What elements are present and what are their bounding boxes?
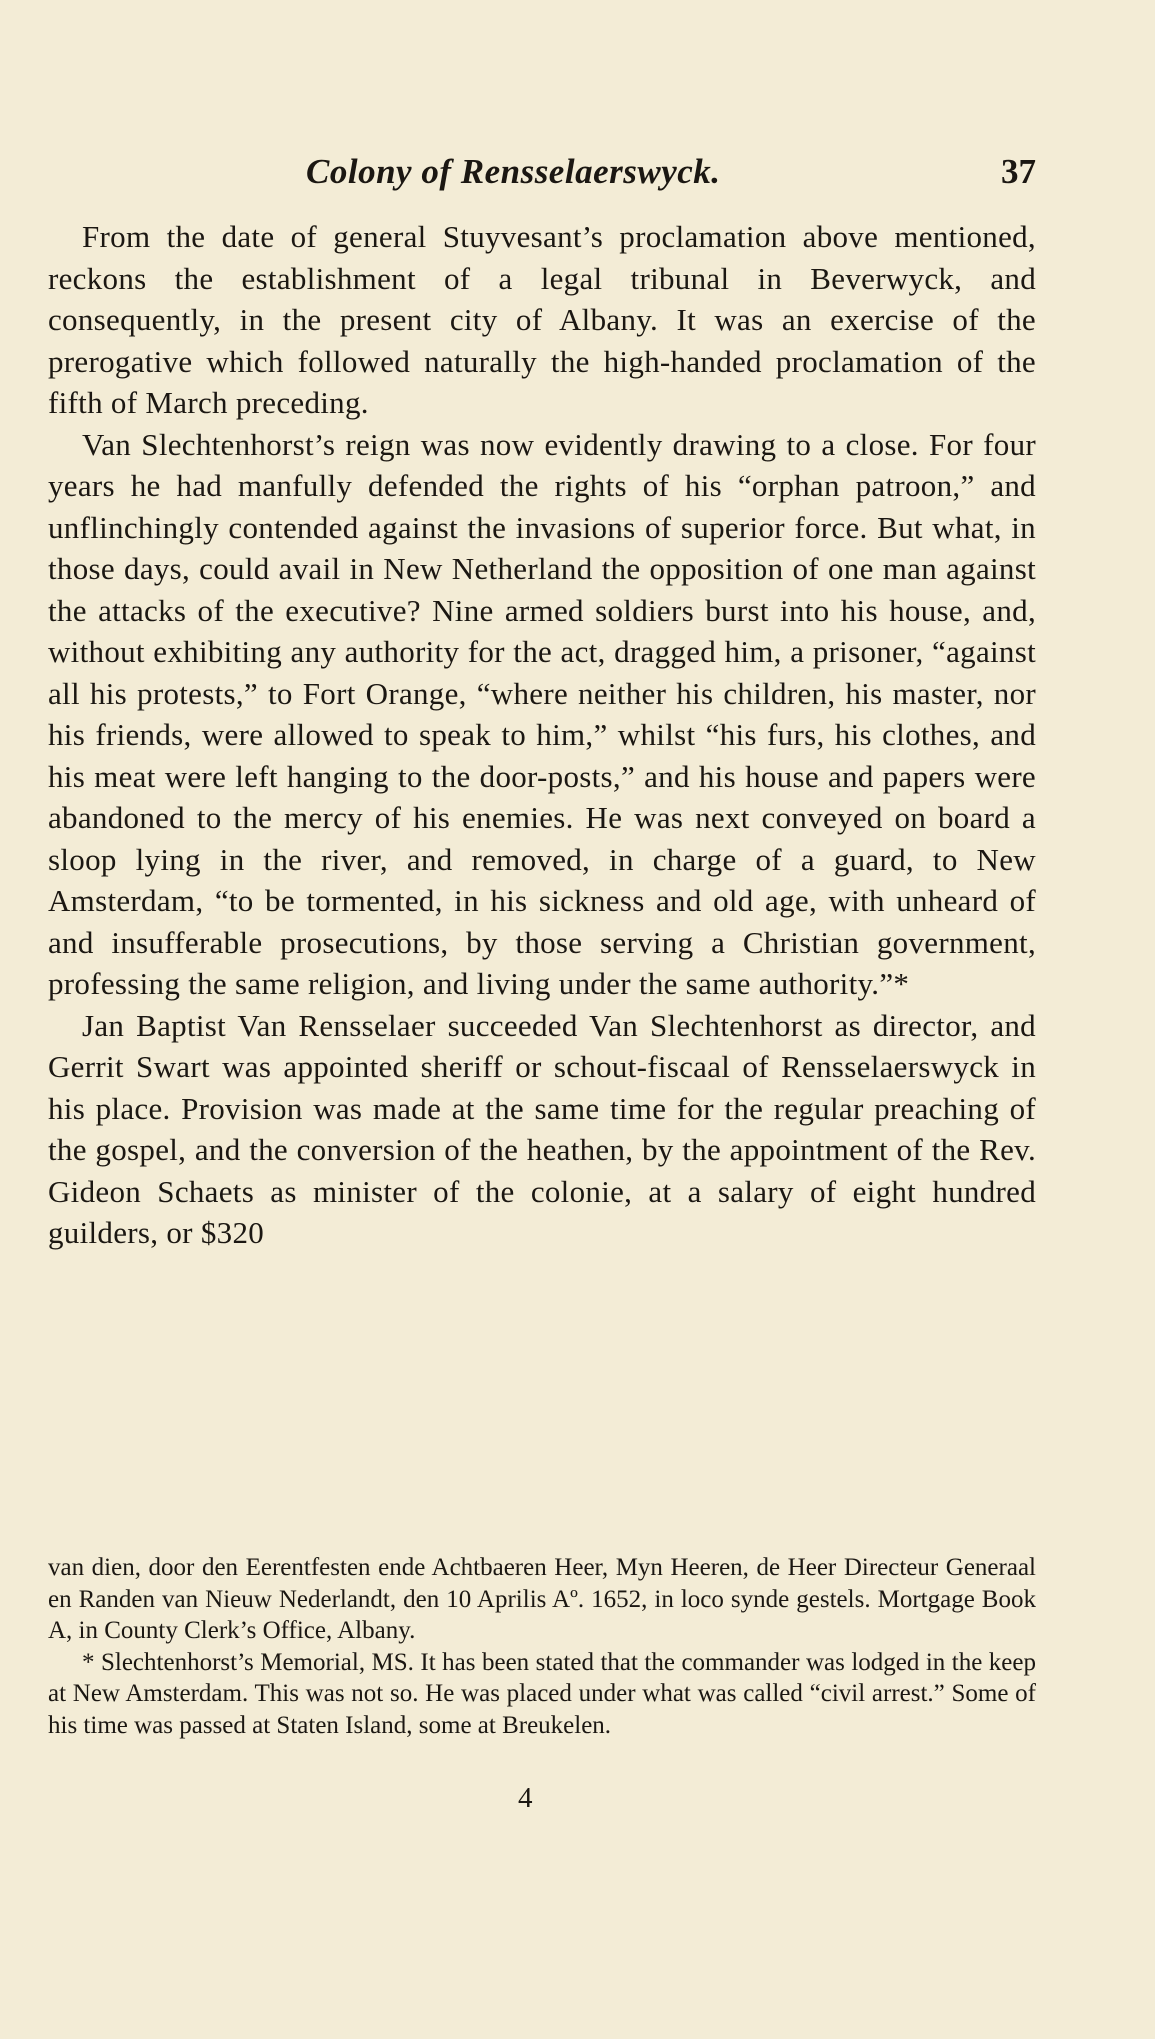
paragraph: From the date of general Stuyvesant’s proclamation above mentioned, reckons the establishment of a legal tribunal in Beverwyck, and consequently, in the present city of Albany. It was an exercise of the prerogative which followed naturally the high-handed proclamation of the fifth of March preceding.	[48, 219, 1036, 420]
running-title: Colony of Rensselaerswyck.	[306, 152, 721, 191]
main-text	[48, 216, 1036, 1254]
page-header	[48, 152, 1036, 196]
footnotes	[48, 1552, 1036, 1741]
paragraph: Jan Baptist Van Rensselaer succeeded Van Slechtenhorst as director, and Gerrit Swart was appointed sheriff or schout-fiscaal of Rensselaerswyck in his place. Provision was made at the same time for the regular preaching of the gospel, and the conversion of the heathen, by the appointment of the Rev. Gideon Schaets as minister of the colonie, at a salary of eight hundred guilders, or $320	[48, 1007, 1036, 1250]
page-number: 37	[1001, 152, 1036, 191]
signature-mark: 4	[518, 1782, 533, 1814]
footnote-continuation: van dien, door den Eerentfesten ende Achtbaeren Heer, Myn Heeren, de Heer Directeur Generaal en Randen van Nieuw Nederlandt, den 10 Aprilis Aº. 1652, in loco synde gestels. Mortgage Book A, in County Clerk’s Office, Albany.	[48, 1554, 1036, 1644]
paragraph: Van Slechtenhorst’s reign was now evidently drawing to a close. For four years he had manfully defended the rights of his “orphan patroon,” and unflinchingly contended against the invasions of superior force. But what, in those days, could avail in New Netherland the opposition of one man against the attacks of the executive? Nine armed soldiers burst into his house, and, without exhibiting any authority for the act, dragged him, a prisoner, “against all his protests,” to Fort Orange, “where neither his children, his master, nor his friends, were allowed to speak to him,” whilst “his furs, his clothes, and his meat were left hanging to the door-posts,” and his house and papers were abandoned to the mercy of his enemies. He was next conveyed on board a sloop lying in the river, and removed, in charge of a guard, to New Amsterdam, “to be tormented, in his sickness and old age, with unheard of and insufferable prosecutions, by those serving a Christian government, professing the same religion, and living under the same authority.”*	[48, 426, 1036, 1001]
footnote: * Slechtenhorst’s Memorial, MS. It has been stated that the commander was lodged in the keep at New Amsterdam. This was not so. He was placed under what was called “civil arrest.” Some of his time was passed at Staten Island, some at Breukelen.	[48, 1648, 1036, 1739]
